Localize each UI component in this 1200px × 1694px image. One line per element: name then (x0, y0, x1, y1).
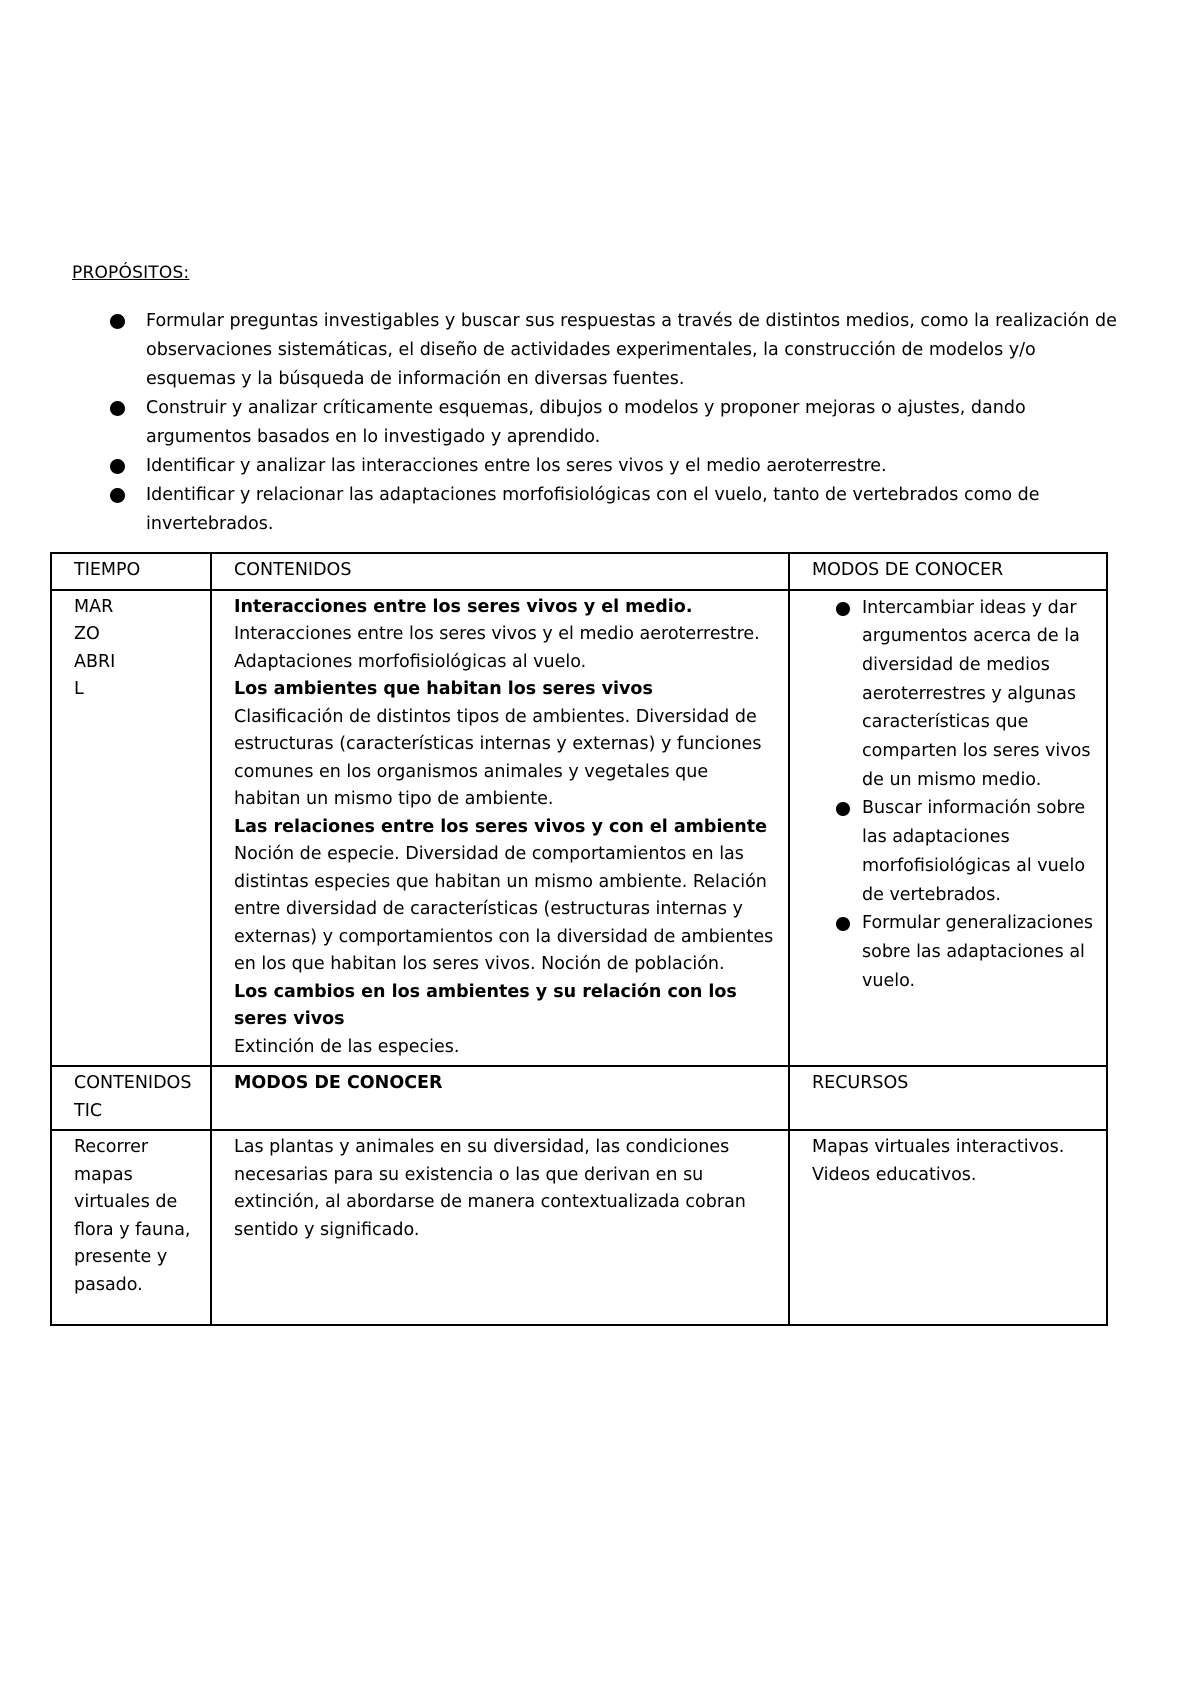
table-header-row (51, 553, 1107, 590)
modes2-cell: Las plantas y animales en su diversidad, las condiciones necesarias para su existencia o las que derivan en su extinción, al abordarse de manera contextualizada cobran sentido y significado. (211, 1130, 789, 1325)
purposes-heading: PROPÓSITOS: (72, 263, 190, 283)
content-title: Los ambientes que habitan los seres vivos (234, 679, 653, 699)
content-text: Clasificación de distintos tipos de ambientes. Diversidad de estructuras (características internas y externas) y funciones comunes en los organismos animales y vegetales que habitan un mismo tipo de ambiente. (234, 706, 762, 809)
modes-list (800, 594, 1096, 996)
contents-cell (211, 590, 789, 1067)
time-months: MAR ZO ABRI L (74, 596, 116, 699)
purposes-list (110, 307, 1120, 539)
header-modos-de-conocer: MODOS DE CONOCER (789, 553, 1107, 590)
tic-cell: Recorrer mapas virtuales de flora y fauna, presente y pasado. (51, 1130, 211, 1325)
resources-cell: Mapas virtuales interactivos. Videos educativos. (789, 1130, 1107, 1325)
content-text: Extinción de las especies. (234, 1036, 460, 1057)
header-tiempo: TIEMPO (51, 553, 211, 590)
purpose-item: Identificar y analizar las interacciones entre los seres vivos y el medio aeroterrestre. (110, 452, 1120, 481)
mode-item: Formular generalizaciones sobre las adaptaciones al vuelo. (800, 909, 1096, 995)
table-row (51, 1130, 1107, 1325)
mode-item: Intercambiar ideas y dar argumentos acerca de la diversidad de medios aeroterrestres y algunas características que comparten los seres vivos de un mismo medio. (800, 594, 1096, 795)
time-cell (51, 590, 211, 1067)
content-text: Noción de especie. Diversidad de comportamientos en las distintas especies que habitan un mismo ambiente. Relación entre diversidad de características (estructuras internas y externas) y comportamientos con la diversidad de ambientes en los que habitan los seres vivos. Noción de población. (234, 844, 774, 974)
header-contenidos-tic: CONTENIDOS TIC (51, 1066, 211, 1130)
mode-item: Buscar información sobre las adaptaciones morfofisiológicas al vuelo de vertebrados. (800, 794, 1096, 909)
purpose-item: Formular preguntas investigables y buscar sus respuestas a través de distintos medios, como la realización de observaciones sistemáticas, el diseño de actividades experimentales, la construcción de modelos y/o esquemas y la búsqueda de información en diversas fuentes. (110, 307, 1120, 394)
table-row (51, 590, 1107, 1067)
header-contenidos: CONTENIDOS (211, 553, 789, 590)
purpose-item: Identificar y relacionar las adaptaciones morfofisiológicas con el vuelo, tanto de vertebrados como de invertebrados. (110, 481, 1120, 539)
planning-table (50, 552, 1108, 1326)
table-header-row (51, 1066, 1107, 1130)
content-title: Las relaciones entre los seres vivos y con el ambiente (234, 816, 767, 837)
content-text: Interacciones entre los seres vivos y el medio aeroterrestre. Adaptaciones morfofisiológicas al vuelo. (234, 624, 760, 672)
modes-cell (789, 590, 1107, 1067)
header-modos-de-conocer-2: MODOS DE CONOCER (211, 1066, 789, 1130)
purpose-item: Construir y analizar críticamente esquemas, dibujos o modelos y proponer mejoras o ajustes, dando argumentos basados en lo investigado y aprendido. (110, 394, 1120, 452)
content-title: Los cambios en los ambientes y su relación con los seres vivos (234, 981, 737, 1029)
content-title: Interacciones entre los seres vivos y el medio. (234, 596, 693, 617)
header-recursos: RECURSOS (789, 1066, 1107, 1130)
